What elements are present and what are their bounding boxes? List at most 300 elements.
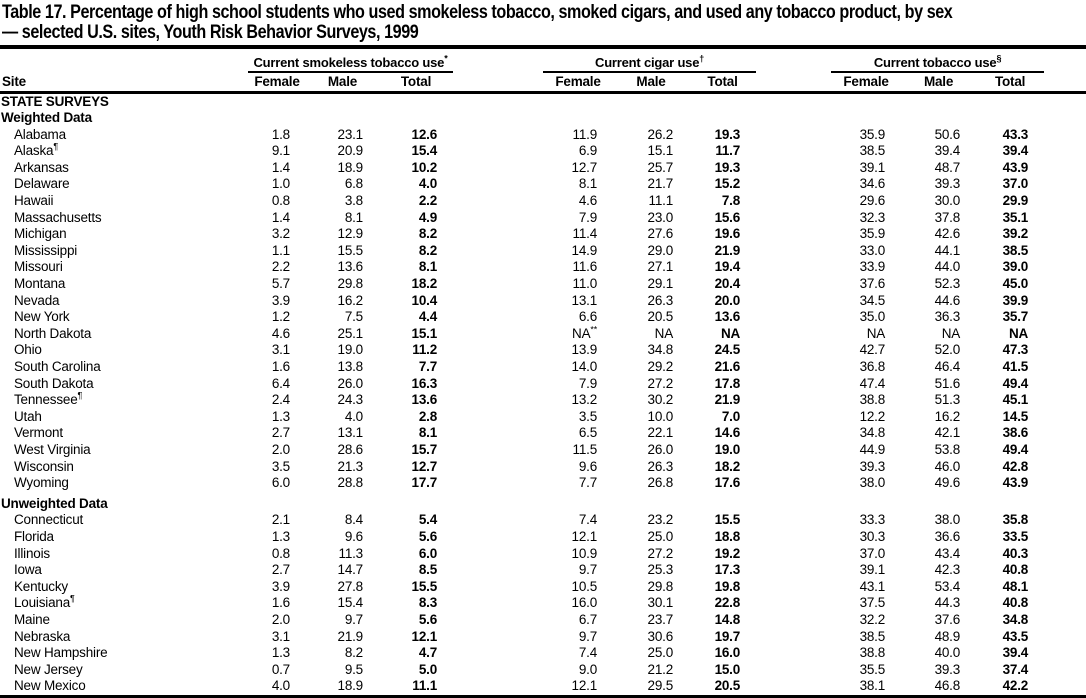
site-cell: Alabama — [14, 126, 66, 142]
smokeless-total-cell: 5.0 — [418, 661, 438, 677]
cigar-female-cell: 7.7 — [578, 475, 598, 491]
site-cell: Iowa — [14, 562, 42, 578]
tobacco-total-cell: 37.0 — [1002, 176, 1029, 192]
column-gap — [756, 193, 831, 210]
smokeless-male-cell: 9.7 — [344, 611, 363, 627]
table-row — [0, 176, 1086, 193]
cigar-male-cell: 27.2 — [647, 375, 674, 391]
tobacco-total-cell: NA — [1008, 325, 1029, 341]
tobacco-female-cell: 34.8 — [859, 425, 886, 441]
smokeless-total-cell: 15.1 — [411, 325, 438, 341]
cigar-female-cell: 14.9 — [571, 242, 598, 258]
tobacco-total-cell: 45.0 — [1002, 276, 1029, 292]
column-gap — [756, 512, 831, 529]
tobacco-female-cell: 42.7 — [859, 342, 886, 358]
tobacco-male-cell: 42.3 — [934, 562, 961, 578]
column-gap — [756, 529, 831, 546]
smokeless-female-cell: 1.1 — [271, 242, 290, 258]
cigar-male-cell: 29.2 — [647, 359, 674, 374]
tobacco-male-cell: 39.4 — [934, 143, 961, 159]
tobacco-male-cell: 52.0 — [934, 342, 961, 358]
cigar-male-cell: 25.7 — [647, 159, 674, 175]
table-row — [0, 243, 1086, 260]
table-row — [0, 409, 1086, 426]
site-cell: Kentucky — [14, 578, 68, 594]
tobacco-male-cell: NA — [941, 325, 961, 341]
smokeless-total-cell: 12.7 — [411, 458, 438, 474]
column-gap — [756, 595, 831, 612]
cigar-total-cell: 20.4 — [714, 276, 741, 292]
smokeless-male-cell: 20.9 — [337, 143, 363, 159]
column-gap — [453, 49, 543, 72]
empty-cell — [1044, 662, 1086, 679]
empty-cell — [1044, 293, 1086, 310]
site-cell: New Mexico — [14, 678, 86, 694]
table-row — [0, 193, 1086, 210]
tobacco-male-cell: 38.0 — [934, 512, 961, 528]
column-gap — [453, 276, 543, 293]
empty-cell — [1044, 459, 1086, 476]
site-cell: Vermont — [14, 425, 63, 441]
tobacco-total-cell: 43.9 — [1002, 159, 1029, 175]
column-gap — [756, 459, 831, 476]
column-gap — [756, 176, 831, 193]
site-cell: Missouri — [14, 259, 63, 275]
column-gap — [453, 226, 543, 243]
cigar-total-cell: 15.0 — [714, 661, 741, 677]
empty-cell — [1044, 629, 1086, 646]
site-cell: New Hampshire — [14, 645, 108, 661]
column-gap — [453, 293, 543, 310]
tobacco-total-cell: 42.2 — [1002, 678, 1029, 694]
tobacco-total-cell: 40.8 — [1002, 595, 1029, 611]
tobacco-total-cell: 40.3 — [1002, 545, 1029, 561]
column-gap — [453, 259, 543, 276]
column-gap — [453, 678, 543, 695]
cigar-total-cell: 19.3 — [714, 126, 741, 142]
cigar-total-cell: 17.8 — [714, 375, 741, 391]
site-cell: Alaska¶ — [14, 141, 58, 159]
column-gap — [756, 226, 831, 243]
table-row — [0, 276, 1086, 293]
column-gap — [453, 662, 543, 679]
footnote-marker: § — [996, 53, 1002, 64]
empty-cell — [1044, 359, 1086, 376]
cigar-total-cell: 21.9 — [714, 242, 741, 258]
smokeless-total-cell: 8.1 — [418, 259, 438, 275]
site-cell: Connecticut — [14, 512, 84, 528]
tobacco-male-cell: 44.0 — [934, 259, 961, 275]
smokeless-female-cell: 2.2 — [271, 259, 290, 275]
cigar-female-cell: 13.9 — [571, 342, 598, 358]
cigar-female-cell: 3.5 — [578, 408, 598, 424]
tobacco-male-cell: 46.0 — [934, 458, 961, 474]
section-heading-row — [0, 92, 1086, 110]
tobacco-female-cell: 37.0 — [859, 545, 886, 561]
tobacco-female-cell: 43.1 — [859, 578, 886, 594]
tobacco-female-cell: 38.5 — [859, 143, 886, 159]
tobacco-female-cell: 34.5 — [859, 292, 886, 308]
smokeless-male-cell: 15.4 — [337, 595, 363, 611]
smokeless-male-cell: 28.8 — [337, 475, 363, 491]
smokeless-female-cell: 9.1 — [271, 143, 290, 159]
smokeless-male-cell: 15.5 — [337, 242, 363, 258]
empty-cell — [1044, 127, 1086, 144]
column-gap — [453, 143, 543, 160]
cigar-male-cell: 27.2 — [647, 545, 674, 561]
table-row — [0, 359, 1086, 376]
empty-cell — [1044, 392, 1086, 409]
empty-cell — [1044, 425, 1086, 442]
column-gap — [756, 629, 831, 646]
smokeless-male-cell: 16.2 — [337, 292, 363, 308]
smokeless-total-cell: 17.7 — [411, 475, 438, 491]
column-gap — [756, 678, 831, 695]
column-gap — [756, 409, 831, 426]
smokeless-female-cell: 2.0 — [271, 441, 290, 457]
cigar-male-cell: 30.2 — [647, 392, 674, 408]
cigar-total-cell: 14.8 — [714, 611, 741, 627]
tobacco-female-cell: 38.1 — [859, 678, 886, 694]
empty-cell — [1044, 49, 1086, 72]
cigar-male-cell: 23.0 — [647, 209, 674, 225]
smokeless-male-cell: 8.1 — [344, 209, 363, 225]
column-gap — [756, 359, 831, 376]
cigar-male-cell: 25.0 — [647, 528, 674, 544]
cigar-total-cell: 17.6 — [714, 475, 741, 491]
footnote-marker: ¶ — [77, 390, 83, 401]
cigar-female-cell: 16.0 — [571, 595, 598, 611]
empty-cell — [1044, 193, 1086, 210]
empty-cell — [1044, 210, 1086, 227]
table-row — [0, 326, 1086, 343]
footnote-marker: ¶ — [53, 141, 58, 152]
cigar-female-cell: 13.1 — [571, 292, 598, 308]
empty-cell — [1044, 243, 1086, 260]
site-cell: Hawaii — [14, 193, 54, 209]
tobacco-total-cell: 42.8 — [1002, 458, 1029, 474]
cigar-total-cell: 16.0 — [714, 645, 741, 661]
cigar-male-cell: 30.1 — [647, 595, 674, 611]
site-cell: Ohio — [14, 342, 42, 358]
site-cell: New Jersey — [14, 661, 83, 677]
tobacco-total-cell: 38.6 — [1002, 425, 1029, 441]
table-row — [0, 459, 1086, 476]
group-label: Current tobacco use — [873, 55, 997, 70]
cigar-female-cell: 4.6 — [578, 193, 598, 209]
tobacco-female-cell: 37.6 — [859, 276, 886, 292]
empty-cell — [1044, 259, 1086, 276]
table-row — [0, 629, 1086, 646]
cigar-male-cell: 21.7 — [647, 176, 674, 192]
tobacco-male-cell: 53.4 — [934, 578, 961, 594]
tobacco-total-cell: 45.1 — [1002, 392, 1029, 408]
site-cell: Utah — [14, 408, 42, 424]
smokeless-total-cell: 6.0 — [418, 545, 438, 561]
cigar-female-cell: 6.7 — [578, 611, 598, 627]
tobacco-male-cell: 37.8 — [934, 209, 961, 225]
smokeless-female-cell: 0.8 — [271, 545, 290, 561]
smokeless-female-cell: 1.6 — [271, 359, 290, 374]
cigar-female-cell: 11.9 — [572, 126, 598, 142]
column-gap — [453, 326, 543, 343]
table-row — [0, 512, 1086, 529]
tobacco-total-cell: 39.2 — [1002, 226, 1029, 242]
smokeless-male-cell: 6.8 — [344, 176, 363, 192]
smokeless-female-cell: 1.2 — [271, 309, 290, 325]
tobacco-female-cell: NA — [866, 325, 886, 341]
group-header-tobacco — [831, 49, 1044, 72]
tobacco-female-cell: 39.3 — [859, 458, 886, 474]
smokeless-female-cell: 0.7 — [271, 661, 290, 677]
tobacco-male-cell: 52.3 — [934, 276, 961, 292]
smokeless-male-cell: 13.1 — [337, 425, 363, 441]
smokeless-female-cell: 5.7 — [271, 276, 290, 292]
cigar-female-cell: 11.4 — [572, 226, 598, 242]
tobacco-female-cell: 36.8 — [859, 359, 886, 374]
smokeless-male-cell: 29.8 — [337, 276, 363, 292]
cigar-male-cell: 10.0 — [647, 408, 674, 424]
site-cell: North Dakota — [14, 325, 92, 341]
cigar-male-cell: 26.0 — [647, 441, 674, 457]
site-cell: New York — [14, 309, 70, 325]
col-header-male: Male — [306, 72, 379, 92]
table-row — [0, 475, 1086, 492]
smokeless-male-cell: 4.0 — [344, 408, 363, 424]
smokeless-male-cell: 11.3 — [338, 545, 363, 561]
tobacco-female-cell: 38.0 — [859, 475, 886, 491]
column-gap — [453, 459, 543, 476]
empty-cell — [1044, 160, 1086, 177]
cigar-male-cell: 29.8 — [647, 578, 674, 594]
smokeless-female-cell: 6.4 — [271, 375, 290, 391]
smokeless-male-cell: 27.8 — [337, 578, 363, 594]
tobacco-total-cell: 37.4 — [1002, 661, 1029, 677]
table-row — [0, 425, 1086, 442]
cigar-total-cell: 21.6 — [714, 359, 741, 374]
cigar-male-cell: 26.8 — [647, 475, 674, 491]
section-heading: STATE SURVEYS — [1, 93, 109, 109]
cigar-female-cell: 9.7 — [578, 562, 598, 578]
tobacco-total-cell: 33.5 — [1002, 528, 1029, 544]
smokeless-female-cell: 3.1 — [271, 342, 290, 358]
cigar-total-cell: 7.8 — [721, 193, 741, 209]
cigar-female-cell: 12.7 — [571, 159, 598, 175]
cigar-female-cell: 7.4 — [578, 512, 598, 528]
site-cell: South Carolina — [14, 359, 101, 374]
cigar-female-cell: 7.4 — [578, 645, 598, 661]
tobacco-female-cell: 29.6 — [859, 193, 886, 209]
column-gap — [453, 475, 543, 492]
cigar-male-cell: 22.1 — [647, 425, 674, 441]
tobacco-total-cell: 35.8 — [1002, 512, 1029, 528]
column-gap — [756, 662, 831, 679]
column-gap — [756, 579, 831, 596]
table-row — [0, 259, 1086, 276]
col-header-female: Female — [831, 72, 901, 92]
smokeless-male-cell: 24.3 — [337, 392, 363, 408]
smokeless-total-cell: 10.4 — [411, 292, 438, 308]
column-gap — [453, 595, 543, 612]
tobacco-male-cell: 46.8 — [934, 678, 961, 694]
cigar-total-cell: 19.3 — [714, 159, 741, 175]
tobacco-male-cell: 53.8 — [934, 441, 961, 457]
tobacco-male-cell: 37.6 — [934, 611, 961, 627]
smokeless-male-cell: 3.8 — [344, 193, 363, 209]
tobacco-male-cell: 16.2 — [934, 408, 961, 424]
smokeless-female-cell: 2.1 — [271, 512, 290, 528]
smokeless-total-cell: 11.2 — [412, 342, 438, 358]
tobacco-female-cell: 37.5 — [859, 595, 886, 611]
cigar-female-cell: 11.5 — [572, 441, 598, 457]
cigar-male-cell: 23.2 — [647, 512, 674, 528]
cigar-total-cell: 22.8 — [714, 595, 741, 611]
cigar-male-cell: 29.5 — [647, 678, 674, 694]
tobacco-male-cell: 51.3 — [934, 392, 961, 408]
cigar-female-cell: 6.9 — [578, 143, 598, 159]
table-row — [0, 579, 1086, 596]
table-row — [0, 309, 1086, 326]
column-gap — [756, 127, 831, 144]
tobacco-total-cell: 43.5 — [1002, 628, 1029, 644]
column-gap — [756, 293, 831, 310]
cigar-total-cell: 7.0 — [721, 408, 741, 424]
empty-cell — [1044, 326, 1086, 343]
smokeless-male-cell: 14.7 — [337, 562, 363, 578]
column-gap — [756, 425, 831, 442]
empty-cell — [1044, 546, 1086, 563]
empty-cell — [1044, 72, 1086, 92]
table-row — [0, 226, 1086, 243]
cigar-male-cell: 23.7 — [647, 611, 674, 627]
empty-cell — [1044, 512, 1086, 529]
smokeless-total-cell: 2.8 — [418, 408, 438, 424]
smokeless-female-cell: 1.3 — [271, 528, 290, 544]
column-gap — [453, 629, 543, 646]
smokeless-total-cell: 11.1 — [412, 678, 438, 694]
site-cell: Michigan — [14, 226, 67, 242]
smokeless-total-cell: 15.4 — [411, 143, 438, 159]
cigar-total-cell: 19.8 — [714, 578, 741, 594]
smokeless-total-cell: 8.3 — [418, 595, 438, 611]
smokeless-male-cell: 8.2 — [344, 645, 363, 661]
group-header-smokeless — [248, 49, 453, 72]
cigar-male-cell: NA — [654, 325, 674, 341]
site-cell: Wyoming — [14, 475, 69, 491]
tobacco-total-cell: 35.7 — [1002, 309, 1029, 325]
tobacco-male-cell: 46.4 — [934, 359, 961, 374]
column-gap — [756, 143, 831, 160]
column-gap — [453, 160, 543, 177]
column-gap — [453, 210, 543, 227]
cigar-male-cell: 27.1 — [647, 259, 674, 275]
cigar-total-cell: 21.9 — [714, 392, 741, 408]
column-gap — [453, 512, 543, 529]
column-gap — [453, 392, 543, 409]
tobacco-male-cell: 44.1 — [934, 242, 961, 258]
tobacco-male-cell: 49.6 — [934, 475, 961, 491]
table-title-line1: Table 17. Percentage of high school students who used smokeless tobacco, smoked cigars, and used any tobacco product, by sex — [2, 2, 953, 23]
smokeless-total-cell: 16.3 — [411, 375, 438, 391]
cigar-male-cell: 25.0 — [647, 645, 674, 661]
tobacco-total-cell: 39.4 — [1002, 143, 1029, 159]
column-gap — [756, 309, 831, 326]
empty-cell — [1044, 475, 1086, 492]
smokeless-male-cell: 23.1 — [337, 126, 363, 142]
tobacco-male-cell: 40.0 — [934, 645, 961, 661]
cigar-total-cell: 13.6 — [714, 309, 741, 325]
tobacco-total-cell: 49.4 — [1002, 375, 1029, 391]
column-gap — [756, 326, 831, 343]
column-gap — [453, 562, 543, 579]
col-header-female: Female — [543, 72, 613, 92]
cigar-total-cell: 19.6 — [714, 226, 741, 242]
table-row — [0, 342, 1086, 359]
cigar-total-cell: 19.2 — [714, 545, 741, 561]
smokeless-female-cell: 1.4 — [271, 159, 290, 175]
smokeless-male-cell: 18.9 — [337, 159, 363, 175]
cigar-total-cell: 15.5 — [714, 512, 741, 528]
site-cell: Nebraska — [14, 628, 71, 644]
tobacco-female-cell: 35.0 — [859, 309, 886, 325]
empty-cell — [1044, 529, 1086, 546]
table-row — [0, 678, 1086, 695]
empty-cell — [1044, 143, 1086, 160]
section-heading-row — [0, 492, 1086, 513]
tobacco-total-cell: 34.8 — [1002, 611, 1029, 627]
smokeless-male-cell: 19.0 — [337, 342, 363, 358]
column-gap — [756, 72, 831, 92]
smokeless-total-cell: 13.6 — [411, 392, 438, 408]
tobacco-total-cell: 14.5 — [1002, 408, 1029, 424]
cigar-total-cell: 19.4 — [714, 259, 741, 275]
cigar-female-cell: 6.5 — [578, 425, 598, 441]
site-cell: Nevada — [14, 292, 60, 308]
cigar-total-cell: 20.0 — [714, 292, 741, 308]
cigar-total-cell: 15.2 — [714, 176, 741, 192]
smokeless-total-cell: 8.1 — [418, 425, 438, 441]
table-row — [0, 210, 1086, 227]
tobacco-male-cell: 36.3 — [934, 309, 961, 325]
cigar-total-cell: 24.5 — [714, 342, 741, 358]
tobacco-male-cell: 42.1 — [934, 425, 961, 441]
smokeless-male-cell: 9.6 — [344, 528, 363, 544]
smokeless-female-cell: 3.5 — [271, 458, 290, 474]
smokeless-female-cell: 3.9 — [271, 292, 290, 308]
column-gap — [756, 442, 831, 459]
col-header-female: Female — [248, 72, 306, 92]
site-column-header: Site — [0, 72, 248, 92]
smokeless-male-cell: 13.8 — [337, 359, 363, 374]
group-header-row — [0, 49, 1086, 72]
tobacco-female-cell: 33.0 — [859, 242, 886, 258]
cigar-female-cell: 9.7 — [578, 628, 598, 644]
table-row — [0, 442, 1086, 459]
cigar-female-cell: 12.1 — [571, 678, 598, 694]
table-row — [0, 529, 1086, 546]
table-row — [0, 546, 1086, 563]
cigar-female-cell: 9.6 — [578, 458, 598, 474]
site-cell: South Dakota — [14, 375, 94, 391]
empty-cell — [1044, 176, 1086, 193]
smokeless-male-cell: 21.3 — [337, 458, 363, 474]
column-gap — [453, 127, 543, 144]
smokeless-female-cell: 1.3 — [271, 408, 290, 424]
smokeless-male-cell: 25.1 — [337, 325, 363, 341]
smokeless-female-cell: 4.6 — [271, 325, 290, 341]
column-gap — [453, 442, 543, 459]
table-row — [0, 562, 1086, 579]
